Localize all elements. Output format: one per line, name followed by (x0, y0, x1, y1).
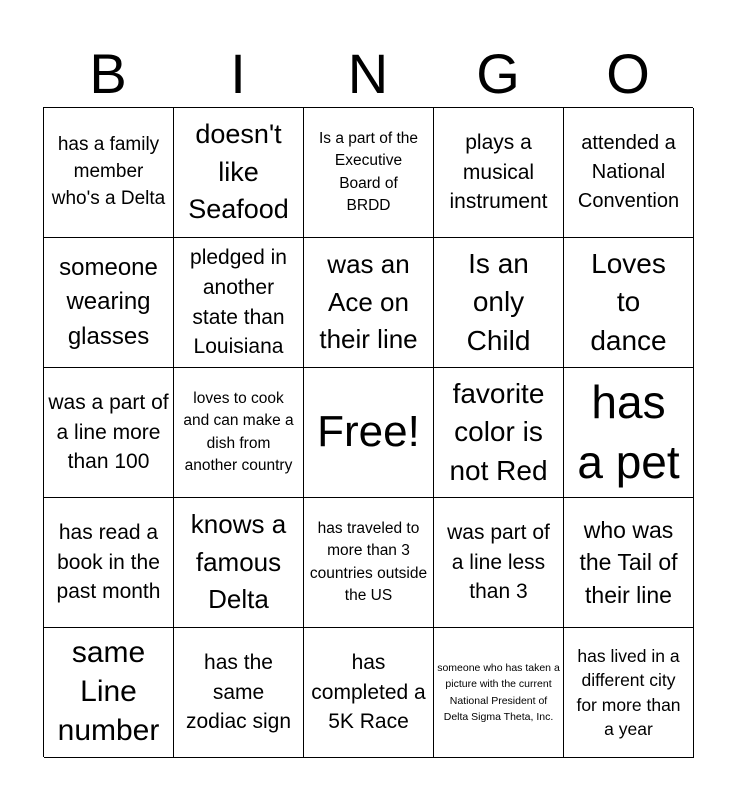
cell-text: has the same zodiac sign (185, 650, 292, 734)
bingo-cell[interactable] (564, 368, 694, 498)
bingo-cell[interactable] (44, 238, 174, 368)
bingo-cell[interactable] (304, 108, 434, 238)
bingo-cell[interactable] (564, 238, 694, 368)
cell-text: who was the Tail of their line (579, 516, 678, 608)
bingo-cell[interactable] (174, 498, 304, 628)
cell-text: plays a musical instrument (449, 130, 548, 214)
bingo-cell[interactable] (44, 108, 174, 238)
header-letter-i: I (230, 42, 246, 105)
header-letter-b: B (89, 42, 127, 105)
bingo-cell[interactable] (434, 368, 564, 498)
bingo-cell[interactable] (174, 368, 304, 498)
header-letter-g: G (476, 42, 520, 105)
bingo-cell[interactable] (44, 628, 174, 758)
cell-text: was part of a line less than 3 (447, 520, 550, 604)
header-letter-n: N (347, 42, 389, 105)
cell-text: has read a book in the past month (56, 520, 161, 604)
bingo-cell[interactable] (174, 108, 304, 238)
bingo-cell[interactable] (564, 628, 694, 758)
bingo-cell[interactable] (434, 628, 564, 758)
cell-text: same Line number (57, 636, 160, 747)
cell-text: has traveled to more than 3 countries outside the US (309, 519, 428, 604)
cell-text: favorite color is not Red (449, 377, 548, 486)
cell-text: loves to cook and can make a dish from another country (183, 389, 294, 474)
cell-text: was an Ace on their line (319, 248, 418, 355)
bingo-cell[interactable] (434, 108, 564, 238)
cell-text: someone wearing glasses (59, 254, 158, 350)
cell-text: was a part of a line more than 100 (48, 390, 169, 474)
cell-text: Is an only Child (466, 247, 531, 356)
bingo-cell[interactable] (304, 498, 434, 628)
cell-text: knows a famous Delta (190, 508, 287, 615)
bingo-cell[interactable] (174, 628, 304, 758)
bingo-cell[interactable] (434, 238, 564, 368)
header-letter-o: O (606, 42, 650, 105)
bingo-cell[interactable] (304, 628, 434, 758)
bingo-header (43, 40, 693, 108)
bingo-cell[interactable] (44, 498, 174, 628)
bingo-cell[interactable] (44, 368, 174, 498)
cell-text: Loves to dance (590, 247, 667, 356)
bingo-cell[interactable] (304, 368, 434, 498)
bingo-cell[interactable] (434, 498, 564, 628)
cell-text: doesn't like Seafood (188, 118, 289, 225)
bingo-cell[interactable] (304, 238, 434, 368)
cell-text: someone who has taken a picture with the current National President of Delta Sigma Theta, Inc. (437, 661, 560, 723)
cell-text: has a pet (577, 375, 680, 488)
cell-text: Free! (317, 407, 420, 457)
bingo-grid (43, 107, 693, 757)
bingo-cell[interactable] (174, 238, 304, 368)
cell-text: Is a part of the Executive Board of BRDD (318, 129, 419, 214)
cell-text: has a family member who's a Delta (51, 134, 166, 209)
cell-text: pledged in another state than Louisiana (190, 245, 287, 359)
bingo-cell[interactable] (564, 498, 694, 628)
cell-text: attended a National Convention (577, 132, 680, 212)
cell-text: has lived in a different city for more than a year (576, 645, 681, 739)
bingo-cell[interactable] (564, 108, 694, 238)
cell-text: has completed a 5K Race (311, 650, 426, 734)
